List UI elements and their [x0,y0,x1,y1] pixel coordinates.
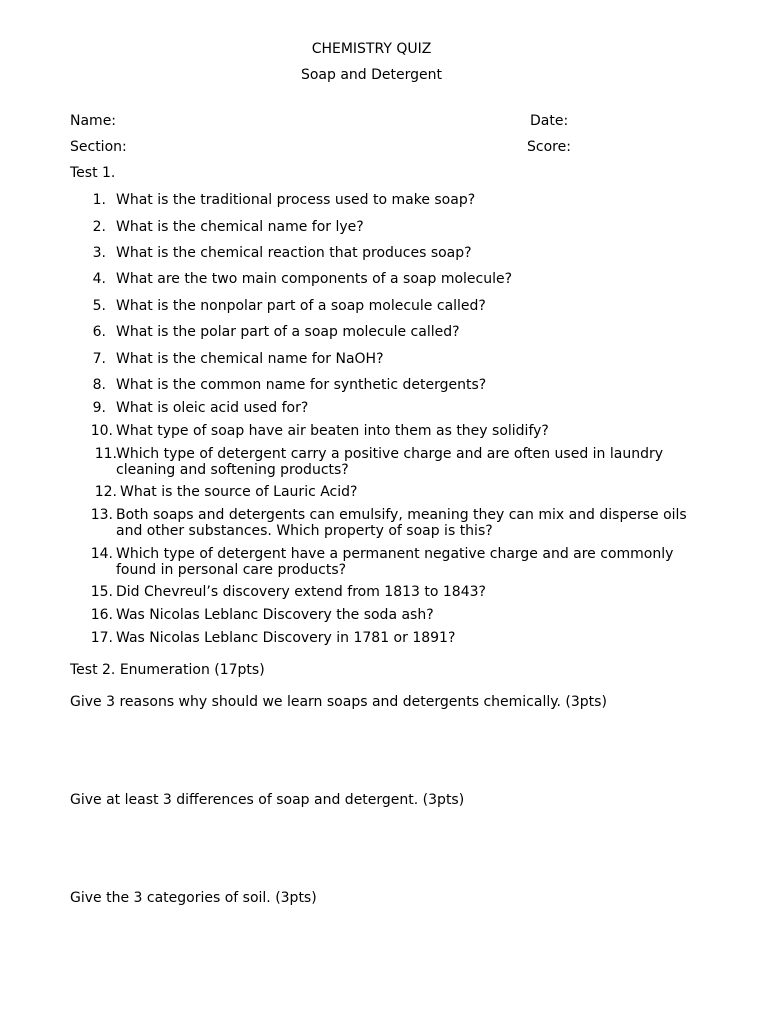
test1-heading: Test 1. [70,165,116,181]
question-text: What is the source of Lauric Acid? [120,484,358,500]
question-number: 14. [90,546,113,562]
section-label: Section: [70,139,127,155]
question-text: Which type of detergent have a permanent negative charge and are commonly found in personal care products? [116,546,674,578]
question-text: Was Nicolas Leblanc Discovery the soda ash? [116,607,434,623]
question-number: 5. [92,298,106,314]
question-number: 11. [94,446,117,462]
enumeration-prompt: Give 3 reasons why should we learn soaps and detergents chemically. (3pts) [70,694,607,710]
question-text: Which type of detergent carry a positive charge and are often used in laundry cleaning and softening products? [116,446,664,478]
question-number: 17. [90,630,113,646]
question-number: 4. [92,271,106,287]
question-number: 10. [90,423,113,439]
question-text: What type of soap have air beaten into them as they solidify? [116,423,549,439]
quiz-subtitle: Soap and Detergent [300,67,443,83]
enumeration-prompt: Give at least 3 differences of soap and detergent. (3pts) [70,792,465,808]
question-text: What is the nonpolar part of a soap molecule called? [116,298,486,314]
name-label: Name: [70,113,117,129]
question-text: What is the chemical name for NaOH? [116,351,384,367]
date-label: Date: [530,113,569,129]
question-number: 13. [90,507,113,523]
question-text: Did Chevreul’s discovery extend from 1813 to 1843? [116,584,486,600]
question-text: What are the two main components of a soap molecule? [116,271,513,287]
question-text: What is the chemical reaction that produces soap? [116,245,472,261]
question-number: 8. [92,377,106,393]
question-text: What is the polar part of a soap molecule called? [116,324,460,340]
question-text: Both soaps and detergents can emulsify, meaning they can mix and disperse oils and other substances. Which property of soap is this? [116,507,687,539]
question-text: Was Nicolas Leblanc Discovery in 1781 or 1891? [116,630,456,646]
question-number: 2. [92,219,106,235]
question-text: What is oleic acid used for? [116,400,309,416]
test2-heading: Test 2. Enumeration (17pts) [70,662,265,678]
question-text: What is the traditional process used to make soap? [116,192,476,208]
question-number: 12. [94,484,117,500]
question-number: 16. [90,607,113,623]
question-number: 3. [92,245,106,261]
question-number: 7. [92,351,106,367]
question-text: What is the chemical name for lye? [116,219,364,235]
question-text: What is the common name for synthetic detergents? [116,377,487,393]
quiz-title: CHEMISTRY QUIZ [311,41,432,57]
question-number: 9. [92,400,106,416]
question-number: 15. [90,584,113,600]
question-number: 1. [92,192,106,208]
enumeration-prompt: Give the 3 categories of soil. (3pts) [70,890,317,906]
score-label: Score: [527,139,571,155]
question-number: 6. [92,324,106,340]
